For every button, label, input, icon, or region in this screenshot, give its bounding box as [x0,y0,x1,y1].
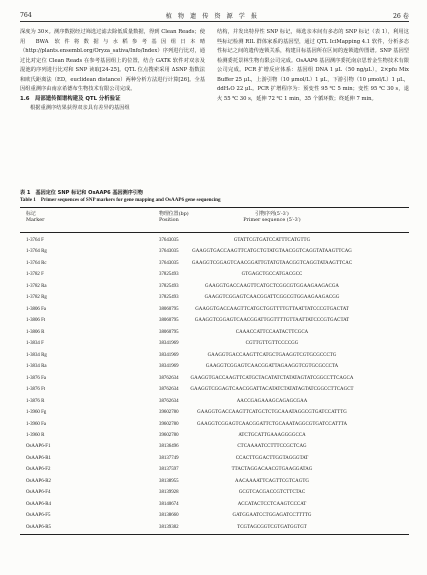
header-rule [20,21,409,22]
table-row [20,487,409,498]
page-header [20,9,409,21]
header-primer-en: Primer sequence (5′-3′) [243,217,301,224]
position-cell: 38137749 [159,455,179,461]
table-body [20,235,409,533]
marker-cell: OsAAP6-R5 [26,524,52,530]
marker-cell: 1-3806 Fa [26,306,46,312]
position-cell: 37825493 [159,295,179,301]
marker-cell: 1-3834 Ra [26,364,47,370]
table-row [20,430,409,441]
position-cell: 38341969 [159,341,179,347]
position-cell: 38762634 [159,387,179,393]
section-heading: 1.6 局部遗传图谱构建及 QTL 分析验证 [20,95,121,102]
marker-cell: OsAAP6-F1 [26,444,51,450]
table-row [20,246,409,257]
position-cell: 38138660 [159,513,179,519]
sequence-cell: CGTTGTTGTTCCCCGG [245,341,299,347]
table-row [20,327,409,338]
marker-cell: 1-3876 Fa [26,375,46,381]
header-position-en: Position [159,217,179,224]
sequence-cell: GAAGGTGACCAAGTTCATGCTGTATGTAACGGTCAGGTATAAGTTCAG [192,249,352,255]
position-cell: 39602780 [159,432,179,438]
position-cell: 37643035 [159,249,179,255]
sequence-cell: GAAGGTCGGAGTCAACGGATTGTATGTAACGGTCAGGTATAAGTTCAC [191,260,353,266]
table-row [20,281,409,292]
marker-cell: 1-3876 Ft [26,387,46,393]
position-cell: 38138955 [159,478,179,484]
table-row [20,384,409,395]
table-row [20,373,409,384]
marker-cell: 1-3806 Ft [26,318,46,324]
header-position [159,211,189,224]
marker-cell: OsAAP6-F2 [26,467,51,473]
marker-cell: 1-3764 Rg [26,249,47,255]
left-column [20,28,205,114]
header-position-cn: 物理位置(bp) [159,211,189,217]
header-marker-en: Marker [26,217,45,224]
table-row [20,350,409,361]
sequence-cell: GAAGGTGACCAAGTTCATGCTCGGCGTGGAAGAAGACGA [205,283,339,289]
table-row [20,235,409,246]
position-cell: 37825493 [159,272,179,278]
position-cell: 38341969 [159,352,179,358]
position-cell: 38139928 [159,490,179,496]
table-row [20,510,409,521]
table-bottom-rule [20,534,409,535]
position-cell: 38139382 [159,524,179,530]
position-cell: 38060795 [159,306,179,312]
table-row [20,499,409,510]
sequence-cell: ATCTGCATTGAAAGGGGCCA [238,432,306,438]
sequence-cell: AACCGAGAAAGCAGAGCGAA [236,398,308,404]
sequence-cell: GAAGGTCGGAGTCAACGGATTGGTTTTGTTAATTATCCCGTGACTAT [194,318,350,324]
table-row [20,464,409,475]
sequence-cell: ACCATACTCCTCAAGTCCCAT [237,501,307,507]
marker-cell: 1-3782 Rg [26,295,47,301]
position-cell: 37643035 [159,238,179,243]
table-row [20,292,409,303]
sequence-cell: AACAAAATTCAGTTCGTCAGTG [235,478,309,484]
sequence-cell: GAAGGTCGGAGTCAACGGATTCTGCAAATAGGCGTGATCCATTTA [196,421,348,427]
table-row [20,441,409,452]
header-marker [26,211,44,224]
sequence-cell: GAAGGTCGGAGTCAACGGATTAGAAGGTCGTGCGCCCTA [205,364,339,370]
marker-cell: 1-3960 R [26,432,45,438]
header-marker-cn: 标记 [26,211,36,217]
position-cell: 38137597 [159,467,179,473]
marker-cell: 1-3876 R [26,398,45,404]
marker-cell: OsAAP6-R1 [26,455,52,461]
sequence-cell: GATGGAATCCTGGAGATCCTTTTG [232,513,312,519]
sequence-cell: CTCAAAATCCTTTCCGCTCAG [237,444,307,450]
table-row [20,315,409,326]
right-paragraph: 结构，并发出特异性 SNP 标记，筛选亲本间有多态的 SNP 标记（表 1），利用这些标记检测 RIL 群体家系的基因型，通过 QTL IciMapping 4.1 软件，分析多态性标记之间的遗传连锁关系，构建目标基因所在区间的连锁遗传图谱。SNP 基因型检测委托景林生物有限公司完成。OsAAP6 基因测序委托南京思普金生物技术有限公司完成。PCR 扩增反应体系：基因组 DNA 1 μL（50 ng/μL），2×pfu Mix Buffer 25 μL，上游引物（10 μmol/L）1 μL，下游引物（10 μmol/L）1 μL，ddH₂O 22 μL。PCR 扩增程序为：预变性 95 ℃ 5 min；变性 95 ℃ 30 s，退火 55 ℃ 30 s，延伸 72 ℃ 1 min，35 个循环数；终延伸 7 min。 [217,29,409,102]
header-primer [212,211,332,224]
journal-title: 植 物 遗 传 资 源 学 报 [165,12,260,20]
marker-cell: OsAAP6-F4 [26,490,51,496]
position-cell: 38060795 [159,318,179,324]
sequence-cell: CCACTTGGACTTGGTAGGGTAT [235,455,309,461]
table-row [20,476,409,487]
marker-cell: 1-3960 Fg [26,410,47,416]
table-row [20,304,409,315]
position-cell: 37825493 [159,283,179,289]
left-paragraph: 深度为 30×。测序数据经过筛选过滤去除低质量数据，得到 Clean Reads；使用 BWA 软件将数据与水稻参考基因组日本晴（http://plants.ensembl.org/Oryza_sativa/Info/Index）序列进行比对，通过比对定位 Clean Reads 在参考基因组上的位置，结合 GATK 软件对双亲及混池的序列进行比对和 SNP 读取[24-25]。QTL 位点搜索采用 ΔSNP 指数法和欧氏距离法（ED，euclidean distance）两种分析方法进行计算[26]。全基因组重测序由南京希德布生物技术有限公司完成。 [20,29,205,93]
position-cell: 39602780 [159,410,179,416]
position-cell: 38762634 [159,398,179,404]
table-row [20,407,409,418]
marker-cell: 1-3782 F [26,272,44,278]
marker-cell: 1-3806 R [26,329,45,335]
marker-cell: 1-3834 F [26,341,44,347]
table-row [20,258,409,269]
sequence-cell: GAAGGTGACCAAGTTCATGCTGGTTTTGTTAATTATCCCGTGACTAT [195,306,349,312]
table-row [20,269,409,280]
table-row [20,396,409,407]
position-cell: 37643035 [159,260,179,266]
marker-cell: OsAAP6-R2 [26,478,52,484]
table-row [20,338,409,349]
sequence-cell: GAAGGTGACCAAGTTCATGCTGAAGGTCGTGCGCCCTG [207,352,337,358]
marker-cell: 1-3834 Rg [26,352,47,358]
table-row [20,419,409,430]
table-row [20,453,409,464]
sequence-cell: GAAGGTCGGAGTCAACGGATTACATATCTATATAGTATCGGCCTTCAGCT [190,387,354,393]
marker-cell: OsAAP6-F5 [26,513,51,519]
sequence-cell: GTGAGCTGCCATGACGCC [241,272,303,278]
marker-cell: 1-3960 Fa [26,421,46,427]
sequence-cell: TTACTAGGACAACGTGAAGGATAG [231,467,313,473]
sequence-cell: GTATTCGTGATCCATTTCATGTTG [233,238,311,243]
header-primer-cn: 引物序列(5′-3′) [255,211,289,217]
position-cell: 38060795 [159,329,179,335]
marker-cell: 1-3782 Ra [26,283,47,289]
marker-cell: OsAAP6-R4 [26,501,52,507]
table-caption-en: Table 1 Primer sequences of SNP markers for gene mapping and OsAAP6 gene sequencing [20,197,221,203]
sequence-cell: GAAGGTGACCAAGTTCATGCTCTGCAAATAGGCGTGATCCATTTG [197,410,347,416]
sequence-cell: GAAGGTGACCAAGTTCATGCTACATATCTATATAGTATCGGCCTTCAGCA [190,375,354,381]
left-paragraph-2: 根据重测序结果获得双亲具有差异的基因组 [30,105,130,112]
position-cell: 38136496 [159,444,179,450]
position-cell: 38762634 [159,375,179,381]
marker-cell: 1-3764 Rc [26,260,47,266]
sequence-cell: GCGTCACGACCGTCTTCTAC [238,490,306,496]
table-caption-cn: 表 1 基因定位 SNP 标记和 OsAAP6 基因测序引物 [20,190,144,196]
marker-cell: 1-3764 F [26,238,44,243]
sequence-cell: GAAGGTCGGAGTCAACGGATTCGGCGTGGAAGAAGACGG [204,295,340,301]
volume-label: 26 卷 [392,12,409,20]
right-column [217,28,409,104]
sequence-cell: TCGTAGCGGTCGTGATGGTGT [237,524,307,530]
table-header [20,207,409,231]
table-row [20,361,409,372]
table-row [20,522,409,533]
table-header-rule [20,232,409,233]
page-number: 764 [20,11,32,19]
position-cell: 38140674 [159,501,179,507]
position-cell: 38341969 [159,364,179,370]
position-cell: 39602780 [159,421,179,427]
sequence-cell: CAAACCATTCCAATACTTCGCA [235,329,309,335]
